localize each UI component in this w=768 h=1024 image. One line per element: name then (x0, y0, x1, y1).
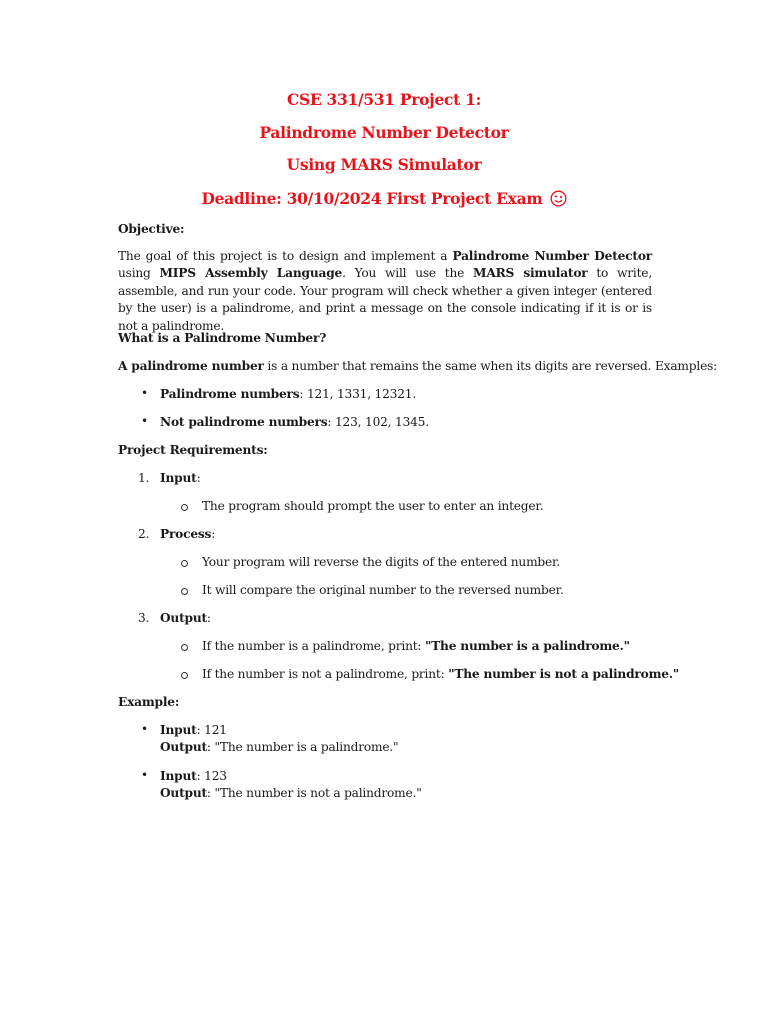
example-2-input: Input: 123 (160, 769, 227, 783)
deadline-text: Deadline: 30/10/2024 First Project Exam (201, 189, 543, 208)
bullet-icon: • (141, 768, 149, 782)
title-deadline (0, 189, 768, 208)
requirement-input: Input: (160, 471, 201, 485)
example-1-output: Output: "The number is a palindrome." (160, 740, 399, 754)
input-sub-text: The program should prompt the user to enter an integer. (202, 499, 544, 513)
requirements-heading: Project Requirements: (118, 443, 268, 457)
sub-bullet-icon (181, 504, 188, 511)
output-sub-text-1: If the number is a palindrome, print: "The number is a palindrome." (202, 639, 630, 653)
what-is-intro: A palindrome number is a number that remains the same when its digits are reversed. Examples: (118, 359, 718, 373)
objective-paragraph: The goal of this project is to design and implement a Palindrome Number Detector using MIPS Assembly Language. You will use the MARS simulator to write, assemble, and run your code. Your program will check whether a given integer (entered by the user) is a palindrome, and print a message on the console indicating if it is or is not a palindrome. (118, 249, 653, 333)
example-2-output: Output: "The number is not a palindrome." (160, 786, 422, 800)
sub-bullet-icon (181, 672, 188, 679)
winking-face-icon (550, 190, 567, 207)
example-heading: Example: (118, 695, 180, 709)
example-1-input: Input: 121 (160, 723, 227, 737)
output-sub-text-2: If the number is not a palindrome, print: "The number is not a palindrome." (202, 667, 680, 681)
item-number: 1. (138, 471, 150, 485)
bullet-icon: • (141, 386, 149, 400)
item-number: 2. (138, 527, 150, 541)
sub-bullet-icon (181, 644, 188, 651)
not-palindrome-examples: Not palindrome numbers: 123, 102, 1345. (160, 415, 429, 429)
objective-heading: Objective: (118, 222, 185, 236)
requirement-output: Output: (160, 611, 211, 625)
process-sub-text-1: Your program will reverse the digits of the entered number. (202, 555, 560, 569)
bullet-icon: • (141, 414, 149, 428)
item-number: 3. (138, 611, 150, 625)
sub-bullet-icon (181, 560, 188, 567)
process-sub-text-2: It will compare the original number to the reversed number. (202, 583, 564, 597)
sub-bullet-icon (181, 588, 188, 595)
palindrome-examples: Palindrome numbers: 121, 1331, 12321. (160, 387, 417, 401)
what-is-heading: What is a Palindrome Number? (118, 331, 327, 345)
title-course: CSE 331/531 Project 1: (286, 90, 482, 109)
title-simulator: Using MARS Simulator (286, 155, 482, 174)
title-project-name: Palindrome Number Detector (259, 123, 509, 142)
bullet-icon: • (141, 722, 149, 736)
requirement-process: Process: (160, 527, 216, 541)
